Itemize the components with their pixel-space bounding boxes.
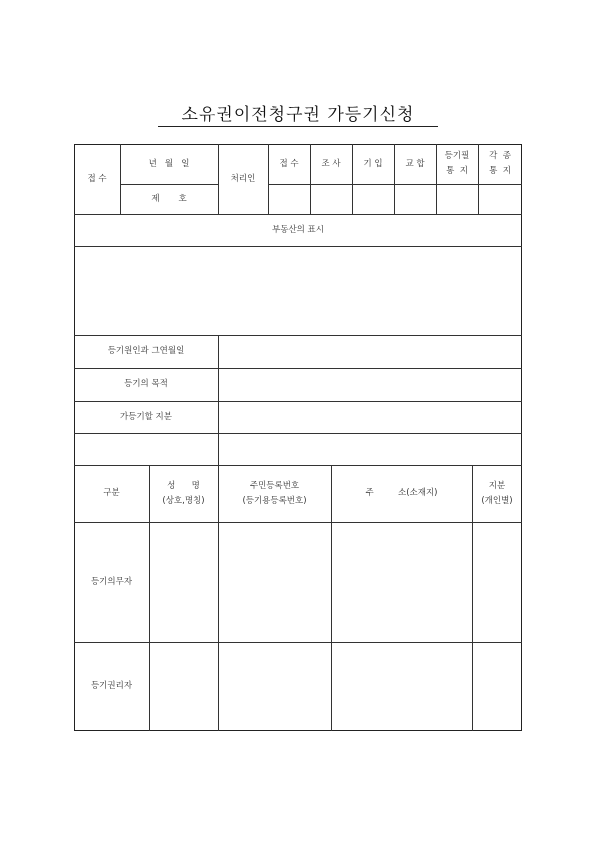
registration-purpose-field[interactable] bbox=[218, 368, 522, 401]
party-category-header: 구분 bbox=[103, 488, 120, 498]
obligee-category-label: 등기권리자 bbox=[90, 681, 133, 691]
provisional-share-field[interactable] bbox=[218, 401, 522, 433]
obligor-category-label: 등기의무자 bbox=[90, 576, 133, 587]
various-notice-line2: 통 지 bbox=[489, 166, 511, 176]
obligor-id-field[interactable] bbox=[218, 522, 331, 642]
reception-number-label: 제 호 bbox=[151, 193, 187, 204]
handler-label: 처리인 bbox=[230, 173, 256, 184]
obligee-share-field[interactable] bbox=[472, 642, 522, 731]
various-notice-line1: 각 종 bbox=[489, 151, 511, 161]
registration-cause-label: 등기원인과 그연월일 bbox=[107, 346, 185, 356]
party-share-header bbox=[472, 465, 522, 522]
various-notice-stamp-box[interactable] bbox=[478, 184, 522, 214]
step-entry-stamp-box[interactable] bbox=[352, 184, 394, 214]
completion-notice-line2: 통 지 bbox=[446, 166, 468, 176]
reception-label: 접 수 bbox=[87, 173, 107, 184]
property-header: 부동산의 표시 bbox=[272, 224, 324, 235]
party-name-header-line2: (상호,명칭) bbox=[162, 495, 205, 506]
document-title: 소유권이전청구권 가등기신청 bbox=[181, 105, 415, 125]
party-share-header-line1: 지분 bbox=[488, 480, 506, 491]
party-name-header-line1: 성 명 bbox=[167, 480, 200, 491]
completion-notice-label bbox=[436, 144, 478, 184]
step-reception-stamp-box[interactable] bbox=[268, 184, 310, 214]
completion-notice-line1: 등기필 bbox=[444, 151, 470, 161]
provisional-share-label: 가등기할 지분 bbox=[120, 411, 172, 422]
step-investigation-label: 조 사 bbox=[321, 158, 341, 169]
obligor-name-field[interactable] bbox=[149, 522, 218, 642]
party-id-header-line2: (등기용등록번호) bbox=[242, 495, 307, 506]
registration-purpose-label: 등기의 목적 bbox=[124, 379, 168, 389]
obligee-id-field[interactable] bbox=[218, 642, 331, 731]
obligor-address-field[interactable] bbox=[331, 522, 472, 642]
party-share-header-line2: (개인별) bbox=[481, 495, 513, 506]
step-collation-stamp-box[interactable] bbox=[394, 184, 436, 214]
step-investigation-stamp-box[interactable] bbox=[310, 184, 352, 214]
step-reception-label: 접 수 bbox=[279, 158, 299, 169]
step-collation-label: 교 합 bbox=[405, 158, 425, 169]
step-entry-label: 기 입 bbox=[363, 158, 383, 169]
reception-date-label: 년 월 일 bbox=[148, 158, 190, 169]
party-id-header bbox=[218, 465, 331, 522]
various-notice-label bbox=[478, 144, 522, 184]
blank-value-field[interactable] bbox=[218, 433, 522, 465]
obligee-name-field[interactable] bbox=[149, 642, 218, 731]
obligor-share-field[interactable] bbox=[472, 522, 522, 642]
party-name-header bbox=[149, 465, 218, 522]
party-address-header: 주 소(소재지) bbox=[365, 488, 438, 498]
registration-cause-field[interactable] bbox=[218, 335, 522, 368]
party-id-header-line1: 주민등록번호 bbox=[249, 480, 300, 491]
blank-label-cell bbox=[74, 433, 218, 465]
property-description-field[interactable] bbox=[74, 246, 522, 335]
completion-notice-stamp-box[interactable] bbox=[436, 184, 478, 214]
title-underline bbox=[158, 126, 438, 127]
obligee-address-field[interactable] bbox=[331, 642, 472, 731]
